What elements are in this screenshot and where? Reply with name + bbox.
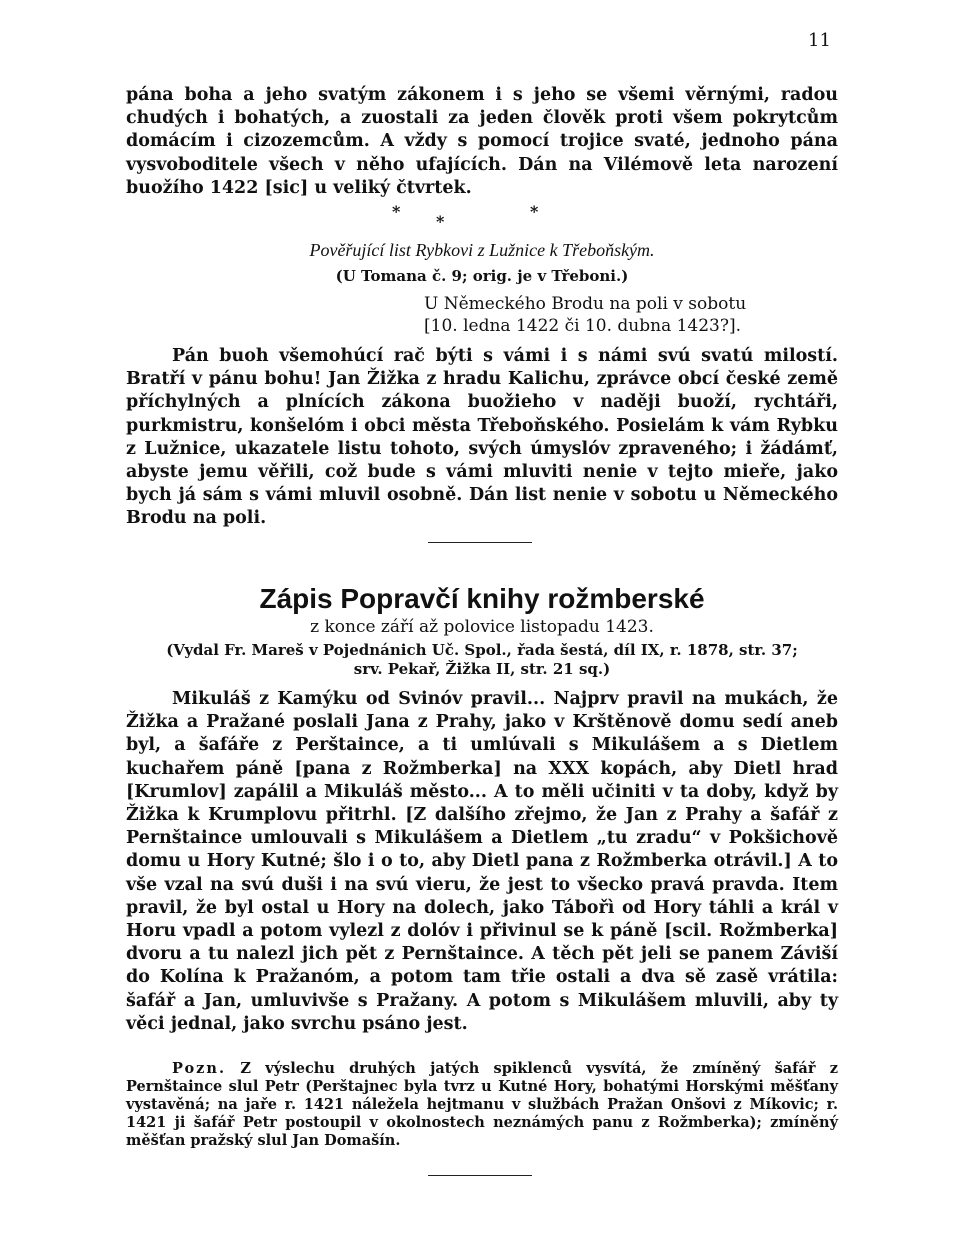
letter-title: Pověřující list Rybkovi z Lužnice k Třeboňským. [309, 240, 655, 260]
edition-note-line-1: (Vydal Fr. Mareš v Pojednánich Uč. Spol., řada šestá, díl IX, r. 1878, str. 37; [166, 641, 798, 659]
section-title: Zápis Popravčí knihy rožmberské [259, 583, 705, 614]
edition-note-line-2: srv. Pekař, Žižka II, str. 21 sq.) [353, 660, 611, 678]
bottom-divider [428, 1175, 532, 1176]
letter-body-text: Pán buoh všemohúcí rač býti s vámi i s námi svú svatú milostí. Bratří v pánu bohu! Jan Žižka z hradu Kalichu, zprávce obcí české země příchylných a plnících zákona buožieho v naději buoží, rychtáři, purkmistru, konšelóm i obci města Třeboňského. Posielám k vám Rybku z Lužnice, ukazatele listu tohoto, svých úmyslóv zpraveného; i žádámť, abyste jemu věřili, což bude s vámi mluviti nenie v tejto mieře, jako bych já sám s vámi mluvil osobně. Dán list nenie v sobotu u Německého Brodu na poli. [126, 346, 838, 529]
dateline-line-1: U Německého Brodu na poli v sobotu [424, 294, 747, 314]
star-1: * [392, 202, 401, 221]
page-number: 11 [808, 30, 831, 51]
star-2: * [436, 212, 445, 231]
section-divider [428, 542, 532, 543]
section-body [126, 688, 838, 1036]
footnote-text: Z výslechu druhých jatých spiklenců vysvítá, že zmíněný šafář z Pernštaince slul Petr (Perštajnec byla tvrz u Kutné Hory, bohatými Horskými měšťany vystavěná; na jaře r. 1421 náležela hejtmanu v službách Pražan Onšovi z Míkovic; r. 1421 ji šafář Petr postoupil v okolnostech neznámých panu z Rožmberka); zmíněný měšťan pražský slul Jan Domašín. [126, 1060, 838, 1149]
section-body-text: Mikuláš z Kamýku od Svinóv pravil... Najprv pravil na mukách, že Žižka a Pražané poslali Jana z Prahy, jako v Krštěnově domu sedí aneb byl, a šafáře z Perštaince, a ti umlúvali s Mikulášem a s Dietlem kuchařem páně [pana z Rožmberka] na XXX kopách, aby Dietl hrad [Krumlov] zapálil a Mikuláš město... A to měli učiniti v ta doby, když by Žižka k Krumplovu přitrhl. [Z dalšího zřejmo, že Jan z Prahy a šafář z Pernštaince umlouvali s Mikulášem a Dietlem „tu zradu“ v Pokšichově domu u Hory Kutné; šlo i o to, aby Dietl pana z Rožmberka otrávil.] A to vše vzal na svú duši i na svú vieru, že jest to všecko pravá pravda. Item pravil, že byl ostal u Hory na dolech, jako Tábořì od Hory táhli a král v Horu vpadl a potom vylezl z dolóv i přivinul se k páně [scil. Rožmberka] dvoru a tu nalezl jich pět z Pernštaince. A těch pět jeli se panem Záviší do Kolína k Pražanóm, a potom tam třie ostali a dva sě zasě vrátila: šafář a Jan, umluvivše s Pražany. A potom s Mikulášem mluvili, aby ty věci jednal, jako svrchu psáno jest. [126, 689, 838, 1034]
footnote [126, 1060, 838, 1150]
dateline-line-2: [10. ledna 1422 či 10. dubna 1423?]. [424, 316, 742, 336]
letter-ending-paragraph [126, 84, 838, 200]
letter-source-note: (U Tomana č. 9; orig. je v Třeboni.) [335, 267, 629, 285]
footnote-label: Pozn. [172, 1060, 227, 1077]
section-subtitle: z konce září až polovice listopadu 1423. [310, 617, 654, 637]
star-3: * [530, 202, 539, 221]
footnote-paragraph [126, 1060, 838, 1150]
edition-note [126, 641, 838, 679]
letter-dateline [424, 293, 746, 337]
separator-stars [392, 202, 552, 231]
letter-ending-text: pána boha a jeho svatým zákonem i s jeho se všemi věrnými, radou chudých i bohatých, a zuostali za jeden člověk proti všem pokrytcům domácím i cizozemcům. A vždy s pomocí trojice svaté, jednoho pána vysvoboditele všech v něho ufajících. Dán na Vilémově leta narození buožího 1422 [sic] u veliký čtvrtek. [126, 85, 838, 198]
letter-body [126, 345, 838, 531]
